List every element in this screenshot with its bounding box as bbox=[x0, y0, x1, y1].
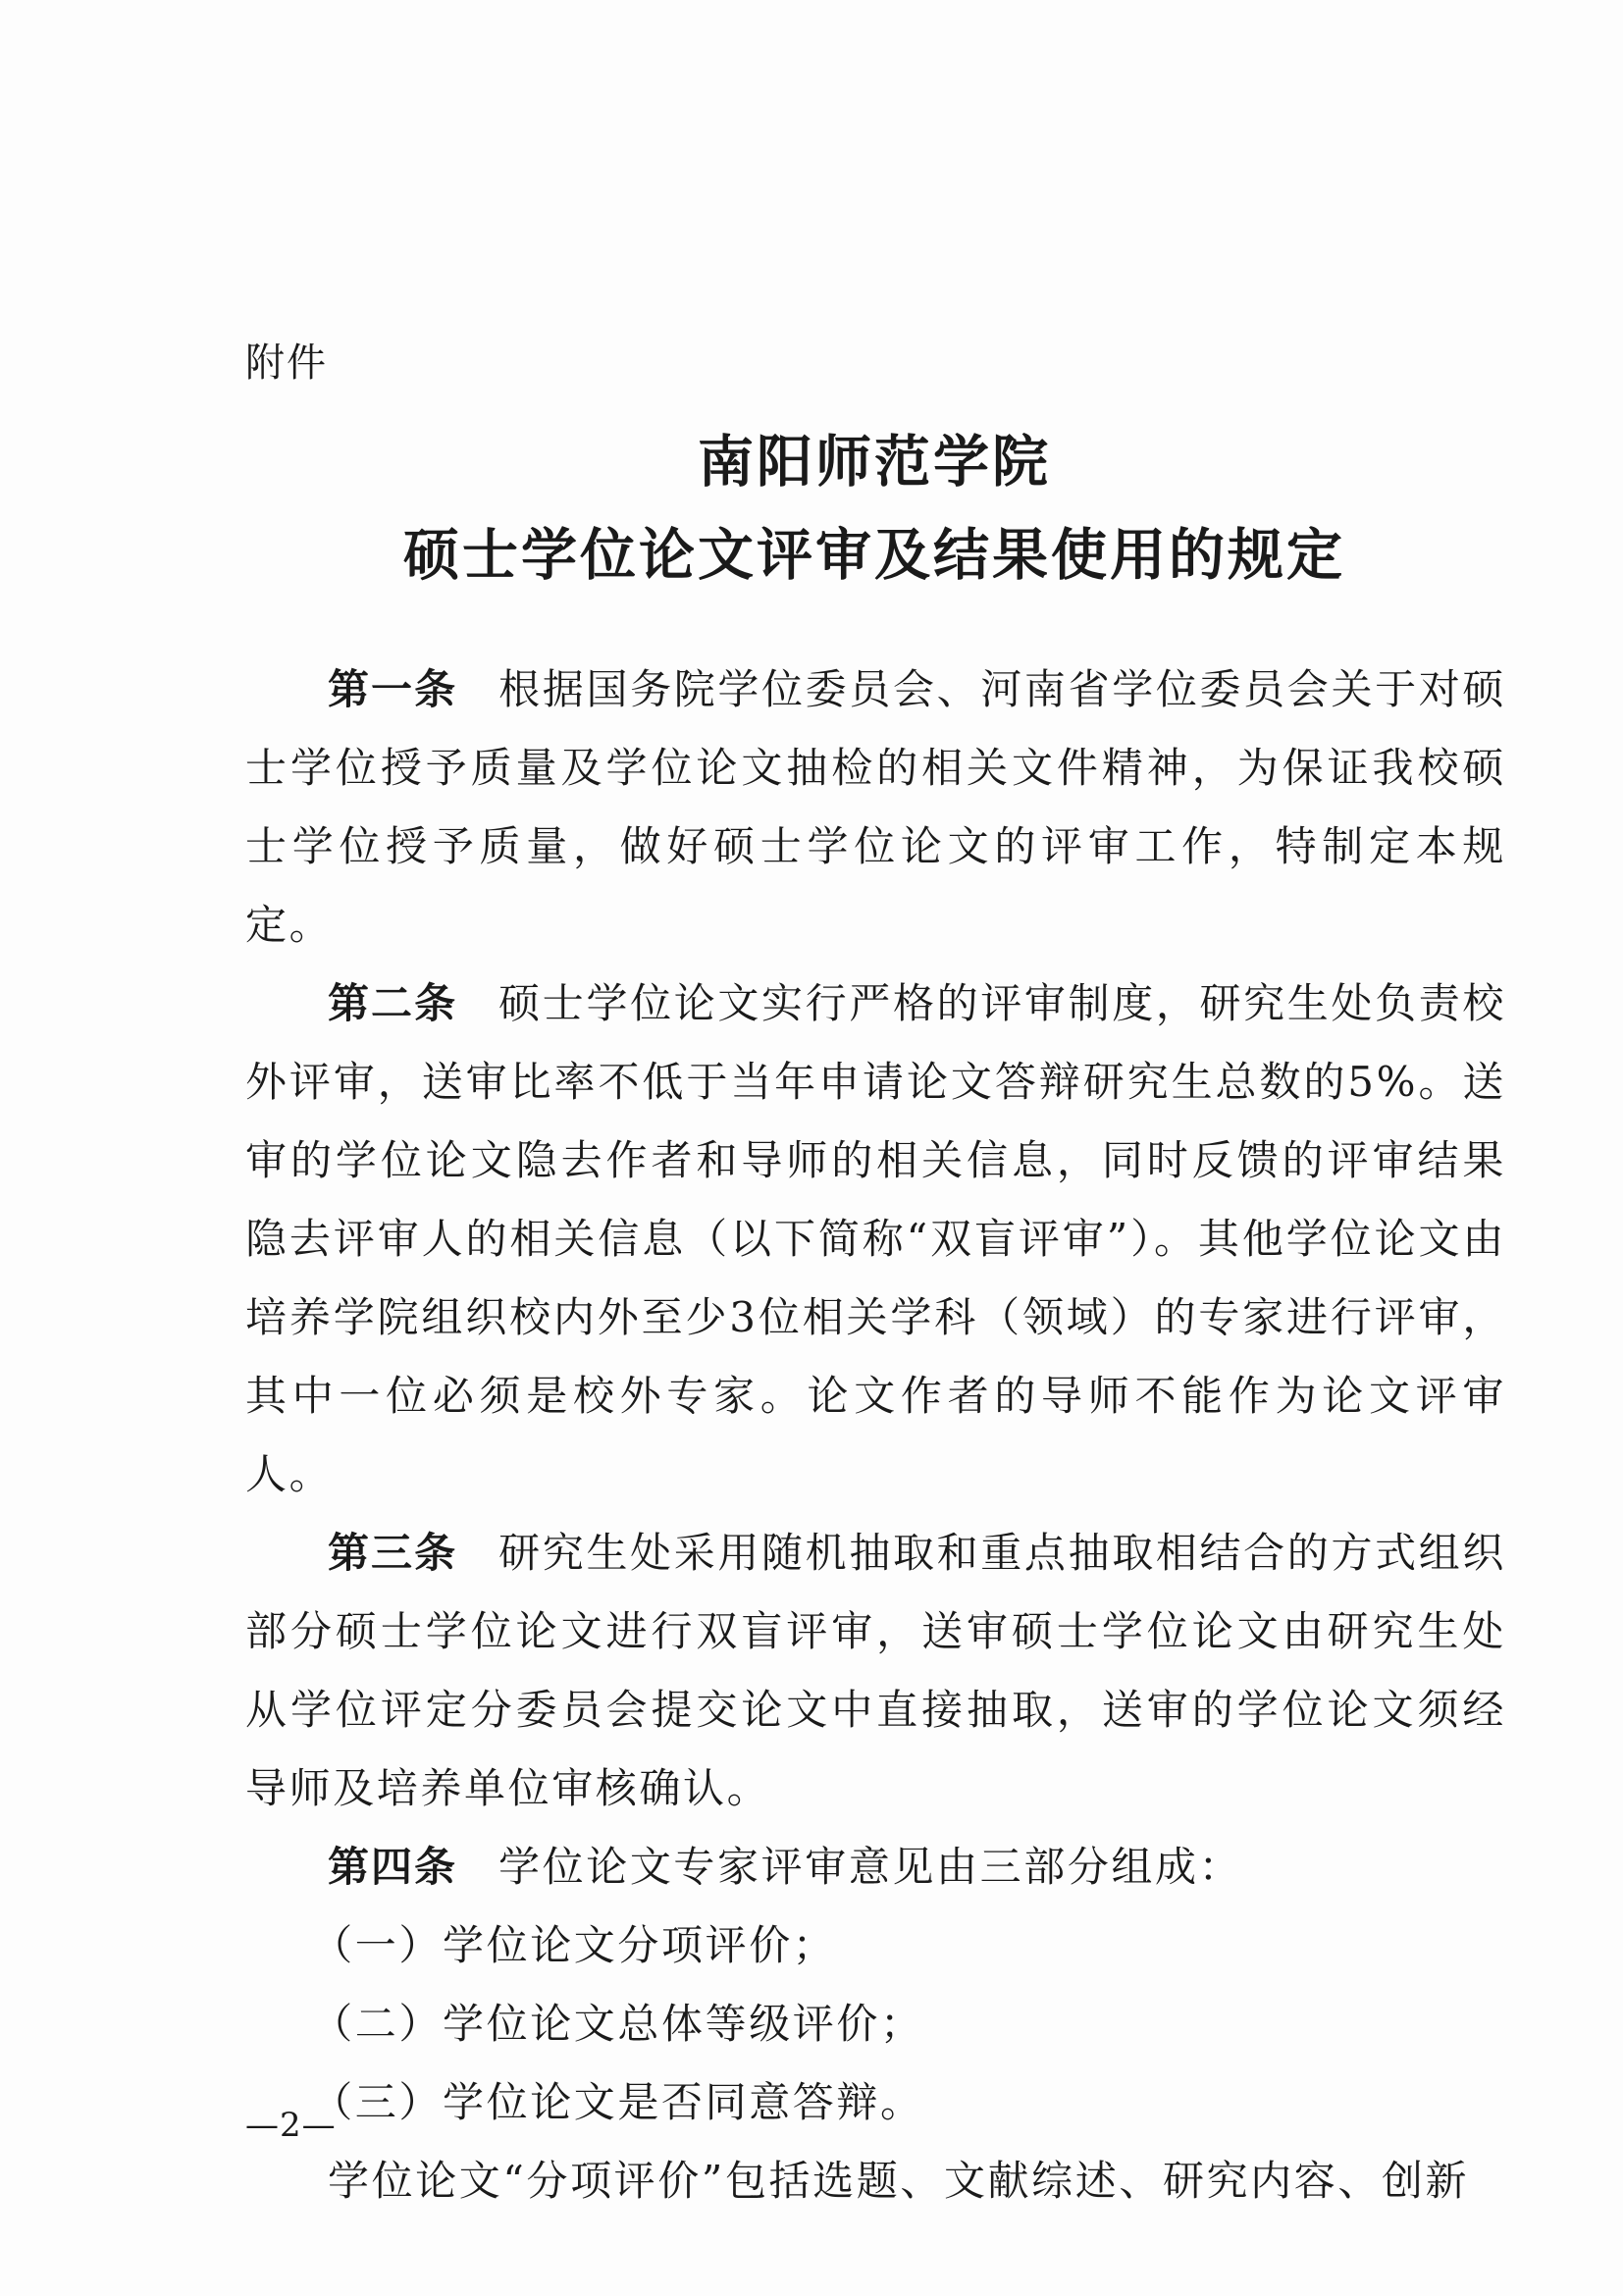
list-item: （三）学位论文是否同意答辩。 bbox=[311, 2078, 924, 2126]
article-4 bbox=[245, 1828, 1506, 1906]
page-number: —2— bbox=[245, 2106, 337, 2145]
title-line-2: 硕士学位论文评审及结果使用的规定 bbox=[403, 522, 1345, 588]
article-number: 第一条 bbox=[328, 665, 458, 713]
article-number: 第三条 bbox=[328, 1529, 458, 1577]
article-text: 学位论文专家评审意见由三部分组成： bbox=[498, 1843, 1243, 1891]
title-line-1: 南阳师范学院 bbox=[698, 429, 1051, 495]
article-number: 第四条 bbox=[328, 1843, 458, 1891]
article-text: 研究生处采用随机抽取和重点抽取相结合的方式组织部分硕士学位论文进行双盲评审，送审硕士学位论文由研究生处从学位评定分委员会提交论文中直接抽取，送审的学位论文须经导师及培养单位审核确认。 bbox=[245, 1529, 1506, 1812]
article-3 bbox=[245, 1514, 1506, 1828]
list-item: （一）学位论文分项评价； bbox=[311, 1921, 837, 1969]
article-text: 硕士学位论文实行严格的评审制度，研究生处负责校外评审，送审比率不低于当年申请论文答辩研究生总数的5%。送审的学位论文隐去作者和导师的相关信息，同时反馈的评审结果隐去评审人的相关信息（以下简称“双盲评审”）。其他学位论文由培养学院组织校内外至少3位相关学科（领域）的专家进行评审，其中一位必须是校外专家。论文作者的导师不能作为论文评审人。 bbox=[245, 979, 1506, 1498]
article-number: 第二条 bbox=[328, 979, 458, 1027]
attachment-label: 附件 bbox=[245, 340, 328, 386]
article-1 bbox=[245, 651, 1506, 965]
document-body bbox=[245, 651, 1506, 2220]
closing-paragraph: 学位论文“分项评价”包括选题、文献综述、研究内容、创新 bbox=[328, 2157, 1470, 2205]
article-2 bbox=[245, 965, 1506, 1514]
list-item: （二）学位论文总体等级评价； bbox=[311, 2000, 924, 2048]
article-text: 根据国务院学位委员会、河南省学位委员会关于对硕士学位授予质量及学位论文抽检的相关文件精神，为保证我校硕士学位授予质量，做好硕士学位论文的评审工作，特制定本规定。 bbox=[245, 665, 1506, 949]
